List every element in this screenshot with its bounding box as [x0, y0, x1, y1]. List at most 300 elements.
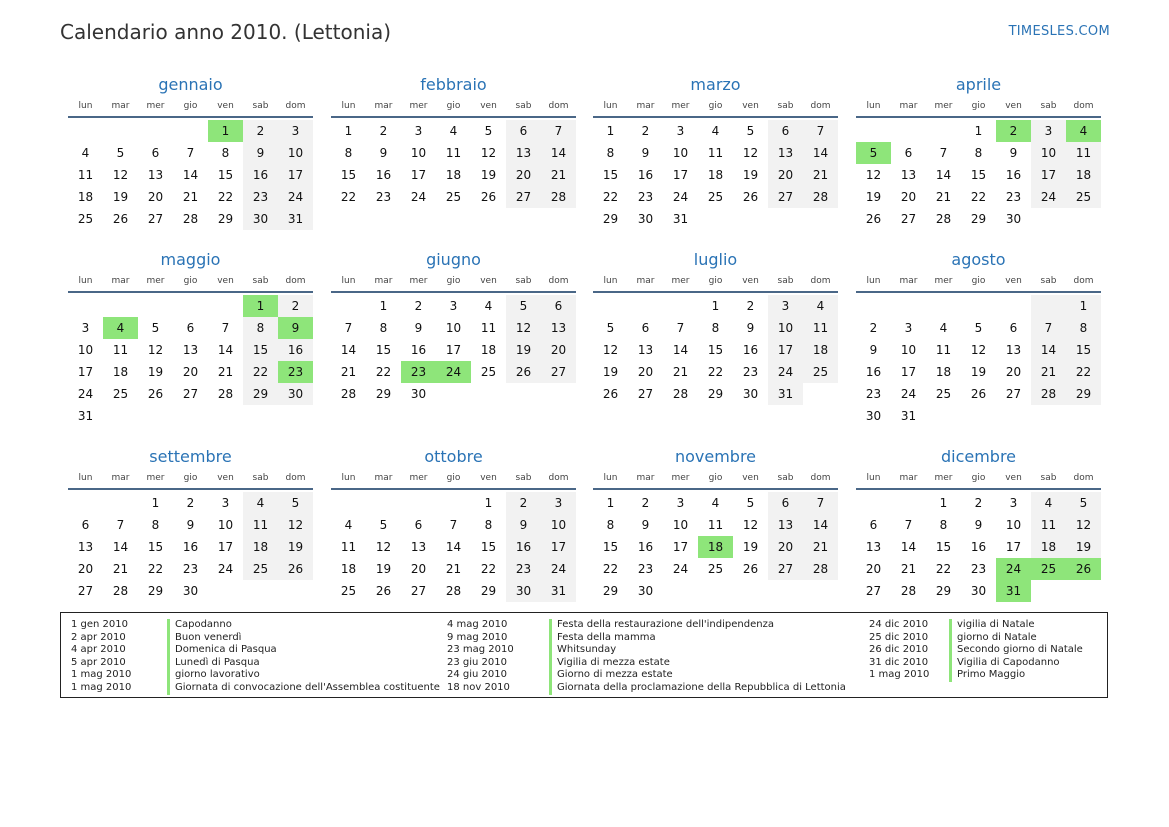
day-cell[interactable]: 9 [746, 321, 755, 335]
day-cell[interactable]: 13 [768, 142, 803, 164]
day-cell[interactable]: 23 [278, 361, 313, 383]
day-cell[interactable]: 6 [81, 518, 90, 532]
day-cell[interactable]: 13 [506, 142, 541, 164]
day-cell[interactable]: 4 [711, 124, 720, 138]
day-cell[interactable]: 17 [445, 343, 462, 357]
day-cell[interactable]: 8 [939, 518, 948, 532]
day-cell[interactable]: 6 [506, 120, 541, 142]
day-cell[interactable]: 20 [410, 562, 427, 576]
day-cell[interactable]: 1 [151, 496, 160, 510]
day-cell[interactable]: 12 [865, 168, 882, 182]
day-cell[interactable]: 21 [672, 365, 689, 379]
day-cell[interactable]: 1 [606, 124, 615, 138]
day-cell[interactable]: 12 [375, 540, 392, 554]
day-cell[interactable]: 19 [742, 168, 759, 182]
day-cell[interactable]: 21 [112, 562, 129, 576]
day-cell[interactable]: 11 [480, 321, 497, 335]
day-cell[interactable]: 28 [541, 186, 576, 208]
day-cell[interactable]: 15 [375, 343, 392, 357]
day-cell[interactable]: 23 [970, 562, 987, 576]
day-cell[interactable]: 16 [742, 343, 759, 357]
day-cell[interactable]: 3 [904, 321, 913, 335]
day-cell[interactable]: 30 [637, 584, 654, 598]
day-cell[interactable]: 5 [606, 321, 615, 335]
day-cell[interactable]: 24 [217, 562, 234, 576]
day-cell[interactable]: 15 [602, 168, 619, 182]
day-cell[interactable]: 14 [541, 142, 576, 164]
day-cell[interactable]: 8 [221, 146, 230, 160]
day-cell[interactable]: 11 [707, 146, 724, 160]
day-cell[interactable]: 25 [803, 361, 838, 383]
day-cell[interactable]: 9 [974, 518, 983, 532]
day-cell[interactable]: 8 [606, 146, 615, 160]
day-cell[interactable]: 8 [1066, 317, 1101, 339]
day-cell[interactable]: 8 [711, 321, 720, 335]
day-cell[interactable]: 21 [803, 164, 838, 186]
day-cell[interactable]: 10 [445, 321, 462, 335]
day-cell[interactable]: 12 [602, 343, 619, 357]
day-cell[interactable]: 28 [217, 387, 234, 401]
day-cell[interactable]: 22 [147, 562, 164, 576]
day-cell[interactable]: 17 [900, 365, 917, 379]
day-cell[interactable]: 20 [1005, 365, 1022, 379]
day-cell[interactable]: 15 [602, 540, 619, 554]
day-cell[interactable]: 27 [182, 387, 199, 401]
day-cell[interactable]: 7 [676, 321, 685, 335]
day-cell[interactable]: 10 [1005, 518, 1022, 532]
day-cell[interactable]: 11 [935, 343, 952, 357]
day-cell[interactable]: 21 [182, 190, 199, 204]
day-cell[interactable]: 28 [672, 387, 689, 401]
day-cell[interactable]: 23 [506, 558, 541, 580]
day-cell[interactable]: 27 [768, 186, 803, 208]
day-cell[interactable]: 4 [1066, 120, 1101, 142]
day-cell[interactable]: 24 [672, 190, 689, 204]
day-cell[interactable]: 12 [278, 514, 313, 536]
day-cell[interactable]: 1 [379, 299, 388, 313]
day-cell[interactable]: 24 [278, 186, 313, 208]
day-cell[interactable]: 27 [147, 212, 164, 226]
day-cell[interactable]: 30 [410, 387, 427, 401]
day-cell[interactable]: 26 [742, 562, 759, 576]
day-cell[interactable]: 21 [900, 562, 917, 576]
day-cell[interactable]: 31 [77, 409, 94, 423]
day-cell[interactable]: 19 [970, 365, 987, 379]
day-cell[interactable]: 24 [996, 558, 1031, 580]
day-cell[interactable]: 2 [869, 321, 878, 335]
day-cell[interactable]: 7 [803, 492, 838, 514]
day-cell[interactable]: 10 [278, 142, 313, 164]
day-cell[interactable]: 31 [996, 580, 1031, 602]
day-cell[interactable]: 18 [1031, 536, 1066, 558]
day-cell[interactable]: 4 [81, 146, 90, 160]
day-cell[interactable]: 15 [340, 168, 357, 182]
day-cell[interactable]: 22 [375, 365, 392, 379]
day-cell[interactable]: 3 [676, 124, 685, 138]
day-cell[interactable]: 16 [278, 339, 313, 361]
day-cell[interactable]: 4 [803, 295, 838, 317]
day-cell[interactable]: 16 [637, 168, 654, 182]
day-cell[interactable]: 23 [243, 186, 278, 208]
day-cell[interactable]: 2 [641, 496, 650, 510]
day-cell[interactable]: 15 [480, 540, 497, 554]
day-cell[interactable]: 13 [865, 540, 882, 554]
day-cell[interactable]: 9 [278, 317, 313, 339]
day-cell[interactable]: 18 [1066, 164, 1101, 186]
day-cell[interactable]: 31 [672, 212, 689, 226]
day-cell[interactable]: 22 [480, 562, 497, 576]
day-cell[interactable]: 19 [375, 562, 392, 576]
day-cell[interactable]: 4 [939, 321, 948, 335]
day-cell[interactable]: 20 [77, 562, 94, 576]
brand-link[interactable]: TIMESLES.COM [1008, 24, 1110, 39]
day-cell[interactable]: 23 [1005, 190, 1022, 204]
day-cell[interactable]: 28 [112, 584, 129, 598]
day-cell[interactable]: 21 [445, 562, 462, 576]
day-cell[interactable]: 6 [869, 518, 878, 532]
day-cell[interactable]: 7 [116, 518, 125, 532]
day-cell[interactable]: 12 [506, 317, 541, 339]
day-cell[interactable]: 25 [1031, 558, 1066, 580]
day-cell[interactable]: 20 [541, 339, 576, 361]
day-cell[interactable]: 14 [935, 168, 952, 182]
day-cell[interactable]: 23 [637, 562, 654, 576]
day-cell[interactable]: 23 [182, 562, 199, 576]
day-cell[interactable]: 17 [672, 168, 689, 182]
day-cell[interactable]: 22 [602, 190, 619, 204]
day-cell[interactable]: 28 [900, 584, 917, 598]
day-cell[interactable]: 8 [344, 146, 353, 160]
day-cell[interactable]: 23 [401, 361, 436, 383]
day-cell[interactable]: 29 [243, 383, 278, 405]
day-cell[interactable]: 21 [541, 164, 576, 186]
day-cell[interactable]: 1 [344, 124, 353, 138]
day-cell[interactable]: 30 [1005, 212, 1022, 226]
day-cell[interactable]: 1 [243, 295, 278, 317]
day-cell[interactable]: 16 [637, 540, 654, 554]
day-cell[interactable]: 19 [602, 365, 619, 379]
day-cell[interactable]: 9 [379, 146, 388, 160]
day-cell[interactable]: 17 [410, 168, 427, 182]
day-cell[interactable]: 2 [186, 496, 195, 510]
day-cell[interactable]: 2 [506, 492, 541, 514]
day-cell[interactable]: 16 [1005, 168, 1022, 182]
day-cell[interactable]: 22 [243, 361, 278, 383]
day-cell[interactable]: 19 [742, 540, 759, 554]
day-cell[interactable]: 3 [414, 124, 423, 138]
day-cell[interactable]: 5 [506, 295, 541, 317]
day-cell[interactable]: 18 [935, 365, 952, 379]
day-cell[interactable]: 30 [865, 409, 882, 423]
day-cell[interactable]: 26 [480, 190, 497, 204]
day-cell[interactable]: 30 [970, 584, 987, 598]
day-cell[interactable]: 5 [484, 124, 493, 138]
day-cell[interactable]: 9 [243, 142, 278, 164]
day-cell[interactable]: 16 [970, 540, 987, 554]
day-cell[interactable]: 2 [414, 299, 423, 313]
day-cell[interactable]: 11 [707, 518, 724, 532]
day-cell[interactable]: 6 [768, 492, 803, 514]
day-cell[interactable]: 15 [1066, 339, 1101, 361]
day-cell[interactable]: 11 [243, 514, 278, 536]
day-cell[interactable]: 20 [865, 562, 882, 576]
day-cell[interactable]: 10 [77, 343, 94, 357]
day-cell[interactable]: 15 [147, 540, 164, 554]
day-cell[interactable]: 10 [900, 343, 917, 357]
day-cell[interactable]: 7 [186, 146, 195, 160]
day-cell[interactable]: 6 [641, 321, 650, 335]
day-cell[interactable]: 20 [900, 190, 917, 204]
day-cell[interactable]: 9 [186, 518, 195, 532]
day-cell[interactable]: 10 [672, 146, 689, 160]
day-cell[interactable]: 27 [768, 558, 803, 580]
day-cell[interactable]: 25 [77, 212, 94, 226]
day-cell[interactable]: 2 [996, 120, 1031, 142]
day-cell[interactable]: 26 [742, 190, 759, 204]
day-cell[interactable]: 13 [182, 343, 199, 357]
day-cell[interactable]: 5 [379, 518, 388, 532]
day-cell[interactable]: 26 [865, 212, 882, 226]
day-cell[interactable]: 2 [243, 120, 278, 142]
day-cell[interactable]: 30 [742, 387, 759, 401]
day-cell[interactable]: 29 [602, 584, 619, 598]
day-cell[interactable]: 6 [1009, 321, 1018, 335]
day-cell[interactable]: 18 [803, 339, 838, 361]
day-cell[interactable]: 26 [375, 584, 392, 598]
day-cell[interactable]: 27 [865, 584, 882, 598]
day-cell[interactable]: 13 [147, 168, 164, 182]
day-cell[interactable]: 7 [541, 120, 576, 142]
day-cell[interactable]: 4 [484, 299, 493, 313]
day-cell[interactable]: 14 [803, 514, 838, 536]
day-cell[interactable]: 6 [186, 321, 195, 335]
day-cell[interactable]: 13 [77, 540, 94, 554]
day-cell[interactable]: 21 [803, 536, 838, 558]
day-cell[interactable]: 15 [970, 168, 987, 182]
day-cell[interactable]: 5 [856, 142, 891, 164]
day-cell[interactable]: 25 [445, 190, 462, 204]
day-cell[interactable]: 10 [768, 317, 803, 339]
day-cell[interactable]: 10 [1031, 142, 1066, 164]
day-cell[interactable]: 21 [935, 190, 952, 204]
day-cell[interactable]: 27 [410, 584, 427, 598]
day-cell[interactable]: 17 [672, 540, 689, 554]
day-cell[interactable]: 8 [379, 321, 388, 335]
day-cell[interactable]: 3 [541, 492, 576, 514]
day-cell[interactable]: 3 [221, 496, 230, 510]
day-cell[interactable]: 25 [707, 562, 724, 576]
day-cell[interactable]: 18 [77, 190, 94, 204]
day-cell[interactable]: 26 [602, 387, 619, 401]
day-cell[interactable]: 12 [970, 343, 987, 357]
day-cell[interactable]: 3 [1009, 496, 1018, 510]
day-cell[interactable]: 23 [865, 387, 882, 401]
day-cell[interactable]: 14 [340, 343, 357, 357]
day-cell[interactable]: 1 [711, 299, 720, 313]
day-cell[interactable]: 11 [803, 317, 838, 339]
day-cell[interactable]: 11 [340, 540, 357, 554]
day-cell[interactable]: 29 [602, 212, 619, 226]
day-cell[interactable]: 6 [151, 146, 160, 160]
day-cell[interactable]: 20 [182, 365, 199, 379]
day-cell[interactable]: 25 [707, 190, 724, 204]
day-cell[interactable]: 31 [768, 383, 803, 405]
day-cell[interactable]: 21 [1031, 361, 1066, 383]
day-cell[interactable]: 17 [1031, 164, 1066, 186]
day-cell[interactable]: 11 [1031, 514, 1066, 536]
day-cell[interactable]: 19 [278, 536, 313, 558]
day-cell[interactable]: 14 [900, 540, 917, 554]
day-cell[interactable]: 29 [147, 584, 164, 598]
day-cell[interactable]: 7 [939, 146, 948, 160]
day-cell[interactable]: 12 [1066, 514, 1101, 536]
day-cell[interactable]: 26 [147, 387, 164, 401]
day-cell[interactable]: 30 [506, 580, 541, 602]
day-cell[interactable]: 20 [637, 365, 654, 379]
day-cell[interactable]: 20 [147, 190, 164, 204]
day-cell[interactable]: 25 [935, 387, 952, 401]
day-cell[interactable]: 18 [243, 536, 278, 558]
day-cell[interactable]: 1 [939, 496, 948, 510]
day-cell[interactable]: 24 [768, 361, 803, 383]
day-cell[interactable]: 27 [77, 584, 94, 598]
day-cell[interactable]: 19 [480, 168, 497, 182]
day-cell[interactable]: 14 [1031, 339, 1066, 361]
day-cell[interactable]: 7 [803, 120, 838, 142]
day-cell[interactable]: 27 [1005, 387, 1022, 401]
day-cell[interactable]: 8 [974, 146, 983, 160]
day-cell[interactable]: 16 [506, 536, 541, 558]
day-cell[interactable]: 9 [1009, 146, 1018, 160]
day-cell[interactable]: 22 [935, 562, 952, 576]
day-cell[interactable]: 6 [768, 120, 803, 142]
day-cell[interactable]: 25 [1066, 186, 1101, 208]
day-cell[interactable]: 18 [445, 168, 462, 182]
day-cell[interactable]: 18 [340, 562, 357, 576]
day-cell[interactable]: 16 [182, 540, 199, 554]
day-cell[interactable]: 2 [379, 124, 388, 138]
day-cell[interactable]: 18 [112, 365, 129, 379]
day-cell[interactable]: 18 [698, 536, 733, 558]
day-cell[interactable]: 4 [344, 518, 353, 532]
day-cell[interactable]: 24 [1031, 186, 1066, 208]
day-cell[interactable]: 8 [151, 518, 160, 532]
day-cell[interactable]: 5 [746, 496, 755, 510]
day-cell[interactable]: 15 [707, 343, 724, 357]
day-cell[interactable]: 21 [340, 365, 357, 379]
day-cell[interactable]: 29 [480, 584, 497, 598]
day-cell[interactable]: 27 [637, 387, 654, 401]
day-cell[interactable]: 12 [147, 343, 164, 357]
day-cell[interactable]: 1 [1066, 295, 1101, 317]
day-cell[interactable]: 31 [278, 208, 313, 230]
day-cell[interactable]: 18 [480, 343, 497, 357]
day-cell[interactable]: 11 [1066, 142, 1101, 164]
day-cell[interactable]: 1 [208, 120, 243, 142]
day-cell[interactable]: 5 [974, 321, 983, 335]
day-cell[interactable]: 19 [865, 190, 882, 204]
day-cell[interactable]: 26 [506, 361, 541, 383]
day-cell[interactable]: 26 [1066, 558, 1101, 580]
day-cell[interactable]: 15 [243, 339, 278, 361]
day-cell[interactable]: 4 [103, 317, 138, 339]
day-cell[interactable]: 2 [974, 496, 983, 510]
day-cell[interactable]: 8 [484, 518, 493, 532]
day-cell[interactable]: 2 [278, 295, 313, 317]
day-cell[interactable]: 18 [707, 168, 724, 182]
day-cell[interactable]: 8 [606, 518, 615, 532]
day-cell[interactable]: 24 [541, 558, 576, 580]
day-cell[interactable]: 19 [112, 190, 129, 204]
day-cell[interactable]: 24 [900, 387, 917, 401]
day-cell[interactable]: 30 [278, 383, 313, 405]
day-cell[interactable]: 20 [768, 164, 803, 186]
day-cell[interactable]: 11 [77, 168, 94, 182]
day-cell[interactable]: 12 [742, 146, 759, 160]
day-cell[interactable]: 9 [414, 321, 423, 335]
day-cell[interactable]: 23 [375, 190, 392, 204]
day-cell[interactable]: 1 [974, 124, 983, 138]
day-cell[interactable]: 13 [768, 514, 803, 536]
day-cell[interactable]: 17 [278, 164, 313, 186]
day-cell[interactable]: 28 [935, 212, 952, 226]
day-cell[interactable]: 29 [217, 212, 234, 226]
day-cell[interactable]: 11 [445, 146, 462, 160]
day-cell[interactable]: 25 [340, 584, 357, 598]
day-cell[interactable]: 14 [217, 343, 234, 357]
day-cell[interactable]: 23 [742, 365, 759, 379]
day-cell[interactable]: 9 [641, 146, 650, 160]
day-cell[interactable]: 24 [672, 562, 689, 576]
day-cell[interactable]: 24 [436, 361, 471, 383]
day-cell[interactable]: 7 [904, 518, 913, 532]
day-cell[interactable]: 29 [935, 584, 952, 598]
day-cell[interactable]: 10 [672, 518, 689, 532]
day-cell[interactable]: 11 [112, 343, 129, 357]
day-cell[interactable]: 24 [410, 190, 427, 204]
day-cell[interactable]: 7 [1031, 317, 1066, 339]
day-cell[interactable]: 6 [414, 518, 423, 532]
day-cell[interactable]: 17 [541, 536, 576, 558]
day-cell[interactable]: 3 [81, 321, 90, 335]
day-cell[interactable]: 20 [506, 164, 541, 186]
day-cell[interactable]: 31 [900, 409, 917, 423]
day-cell[interactable]: 13 [637, 343, 654, 357]
day-cell[interactable]: 28 [182, 212, 199, 226]
day-cell[interactable]: 2 [641, 124, 650, 138]
day-cell[interactable]: 10 [217, 518, 234, 532]
day-cell[interactable]: 13 [410, 540, 427, 554]
day-cell[interactable]: 13 [1005, 343, 1022, 357]
day-cell[interactable]: 25 [243, 558, 278, 580]
day-cell[interactable]: 12 [742, 518, 759, 532]
day-cell[interactable]: 28 [1031, 383, 1066, 405]
day-cell[interactable]: 7 [344, 321, 353, 335]
day-cell[interactable]: 5 [1066, 492, 1101, 514]
day-cell[interactable]: 10 [410, 146, 427, 160]
day-cell[interactable]: 3 [278, 120, 313, 142]
day-cell[interactable]: 3 [768, 295, 803, 317]
day-cell[interactable]: 22 [1066, 361, 1101, 383]
day-cell[interactable]: 27 [541, 361, 576, 383]
day-cell[interactable]: 29 [707, 387, 724, 401]
day-cell[interactable]: 25 [112, 387, 129, 401]
day-cell[interactable]: 29 [1066, 383, 1101, 405]
day-cell[interactable]: 17 [1005, 540, 1022, 554]
day-cell[interactable]: 26 [112, 212, 129, 226]
day-cell[interactable]: 17 [768, 339, 803, 361]
day-cell[interactable]: 30 [637, 212, 654, 226]
